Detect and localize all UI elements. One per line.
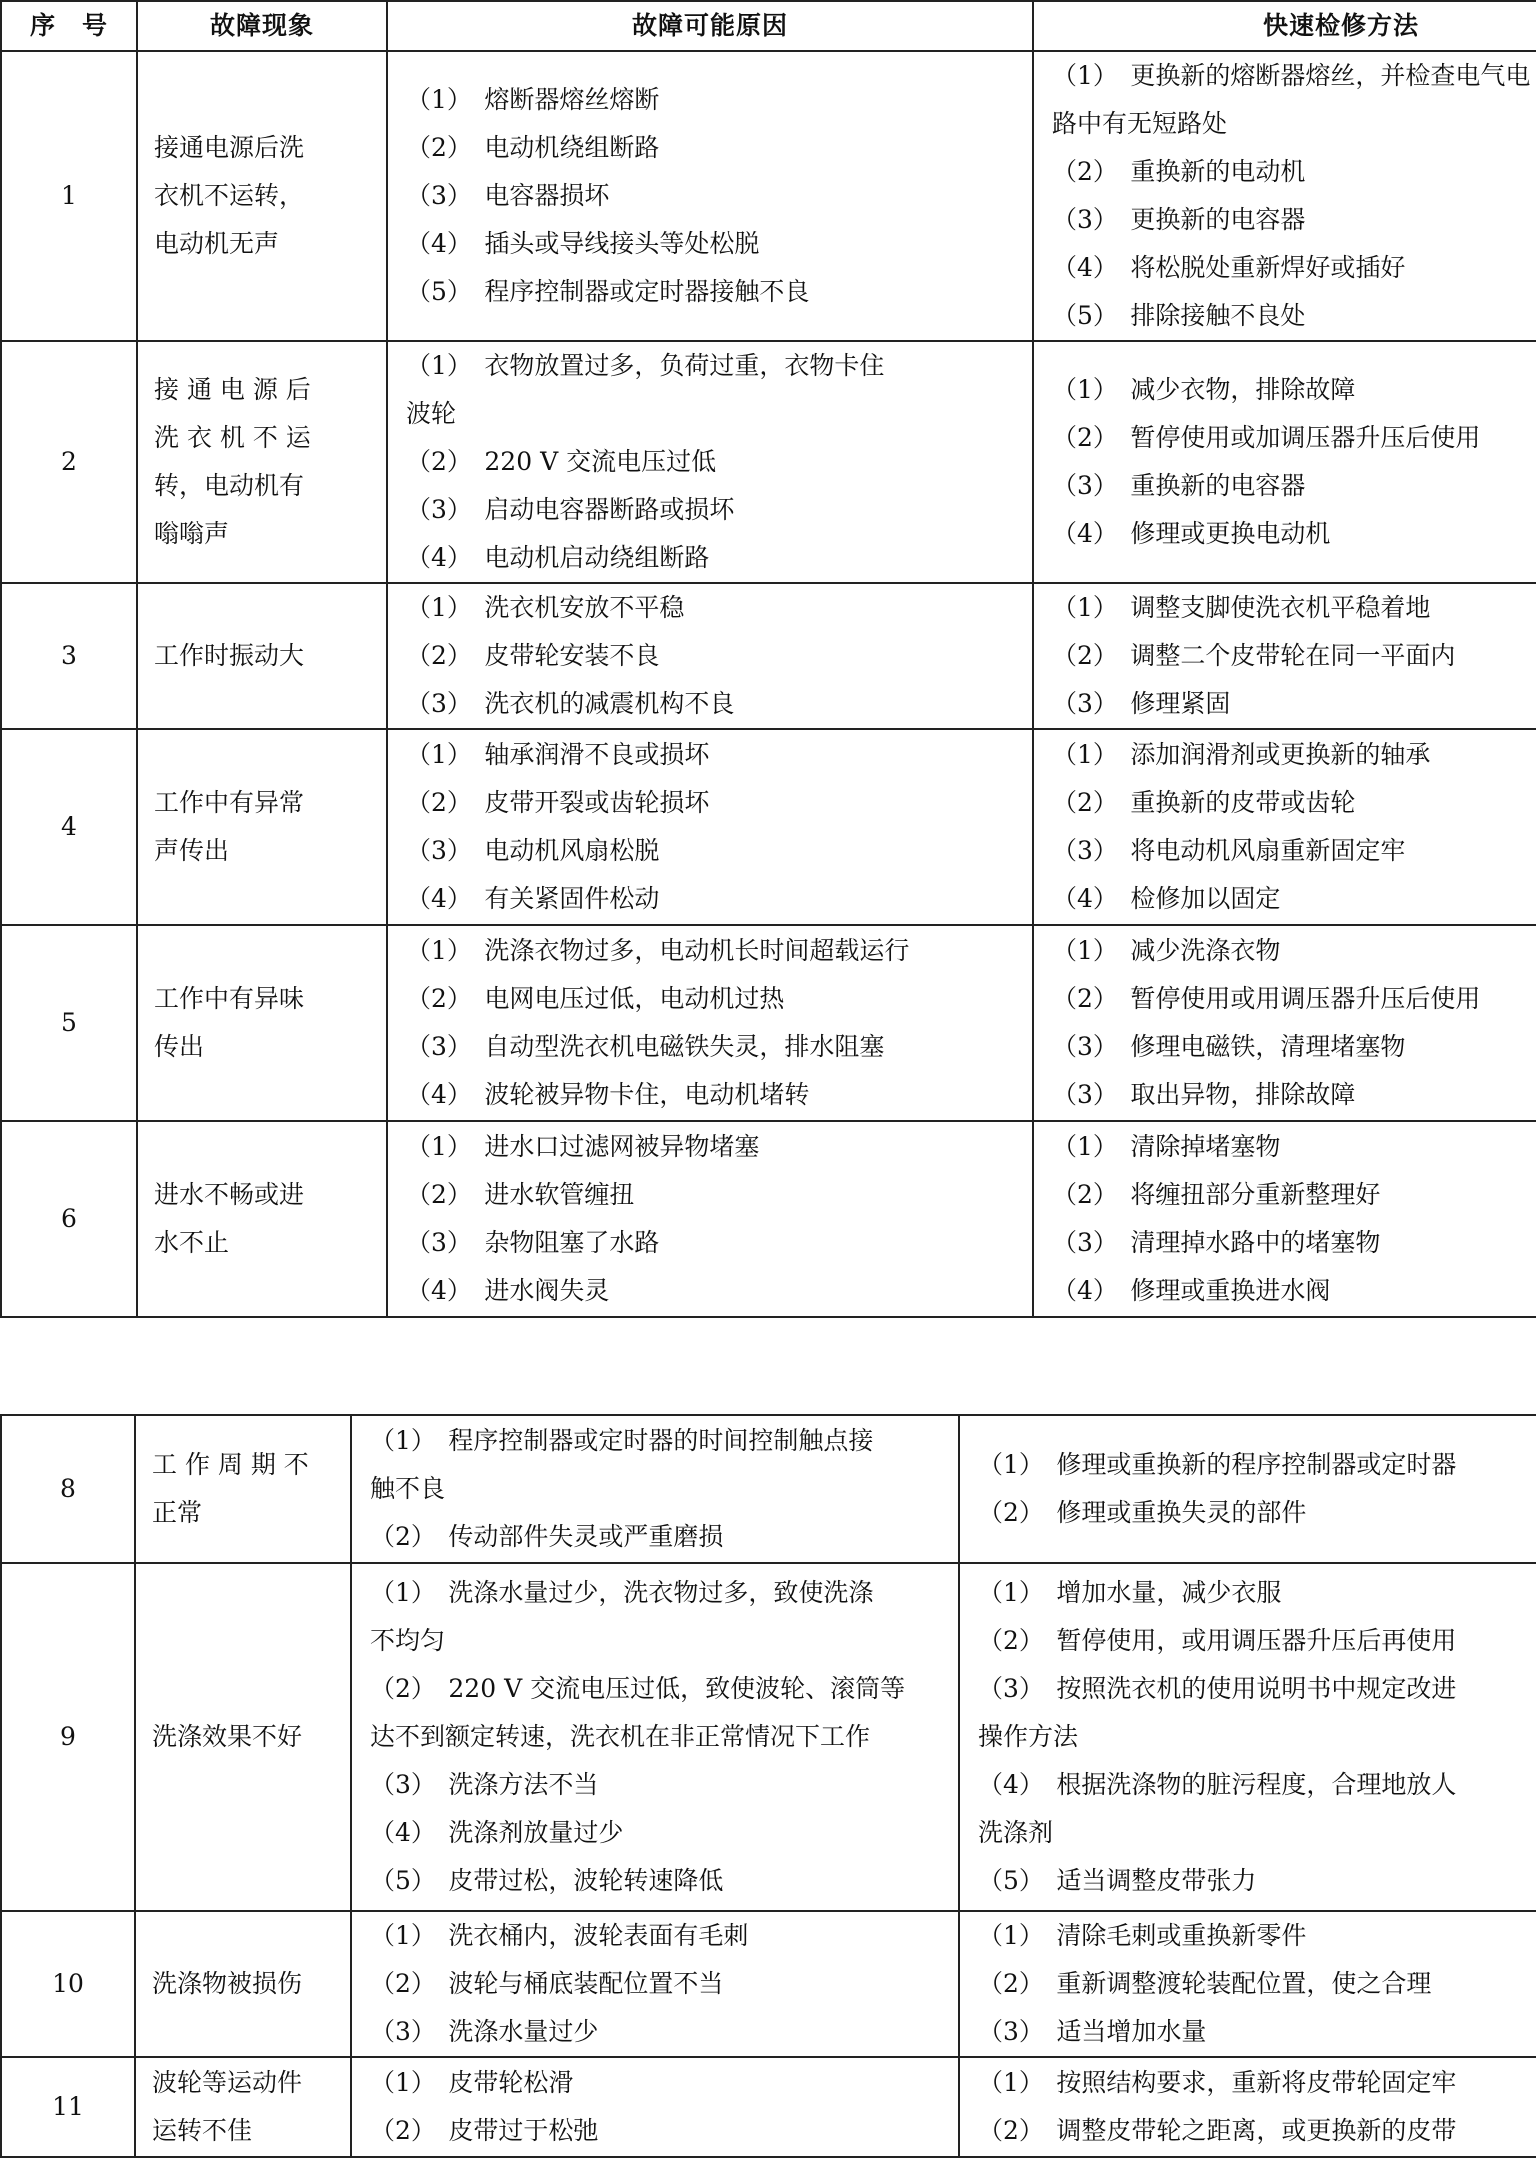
row-number: 2 (1, 341, 137, 583)
fix-line: （3） 更换新的电容器 (1052, 205, 1306, 234)
cause-line: （3） 自动型洗衣机电磁铁失灵，排水阻塞 (406, 1032, 885, 1061)
fix-line: （5） 适当调整皮带张力 (978, 1866, 1257, 1895)
fault-table-part-2 (0, 1414, 1536, 2158)
symptom-line: 电动机无声 (154, 229, 280, 258)
table-row (1, 341, 1536, 583)
row-number: 1 (1, 51, 137, 341)
fix-line: （3） 修理紧固 (1052, 689, 1231, 718)
fix-line: （1） 清除掉堵塞物 (1052, 1132, 1281, 1161)
row-number: 6 (1, 1121, 137, 1317)
row-number: 4 (1, 729, 137, 925)
fix-line: （2） 重换新的皮带或齿轮 (1052, 788, 1356, 817)
symptom-line: 波轮等运动件 (152, 2068, 303, 2097)
header-fix: 快速检修方法 (1033, 1, 1536, 51)
cause-line: （1） 洗衣桶内，波轮表面有毛刺 (370, 1921, 749, 1950)
cause-line: （1） 熔断器熔丝熔断 (406, 85, 660, 114)
causes-cell (387, 51, 1033, 341)
cause-line: （1） 洗涤衣物过多，电动机长时间超载运行 (406, 936, 910, 965)
cause-line: （3） 电容器损坏 (406, 181, 610, 210)
fix-line: （4） 根据洗涤物的脏污程度，合理地放人 (978, 1770, 1457, 1799)
fix-line: 操作方法 (978, 1722, 1079, 1751)
symptom-cell (137, 729, 387, 925)
cause-line: （1） 轴承润滑不良或损坏 (406, 740, 710, 769)
symptom-line: 进水不畅或进 (154, 1180, 305, 1209)
fix-line: （1） 添加润滑剂或更换新的轴承 (1052, 740, 1431, 769)
fix-line: （2） 修理或重换失灵的部件 (978, 1498, 1307, 1527)
symptom-cell (135, 1563, 351, 1911)
causes-cell (387, 1121, 1033, 1317)
causes-cell (387, 729, 1033, 925)
cause-line: （2） 皮带轮安装不良 (406, 641, 660, 670)
fix-line: （4） 检修加以固定 (1052, 884, 1281, 913)
row-number: 9 (1, 1563, 135, 1911)
cause-line: （4） 插头或导线接头等处松脱 (406, 229, 760, 258)
cause-line: （2） 电动机绕组断路 (406, 133, 660, 162)
fix-line: （1） 修理或重换新的程序控制器或定时器 (978, 1450, 1457, 1479)
fix-line: （2） 将缠扭部分重新整理好 (1052, 1180, 1381, 1209)
cause-line: （1） 皮带轮松滑 (370, 2068, 574, 2097)
table-row (1, 2057, 1536, 2157)
cause-line: （1） 洗涤水量过少，洗衣物过多，致使洗涤 (370, 1578, 874, 1607)
symptom-line: 工作中有异味 (154, 984, 305, 1013)
fix-line: （3） 清理掉水路中的堵塞物 (1052, 1228, 1381, 1257)
fix-line: （1） 按照结构要求，重新将皮带轮固定牢 (978, 2068, 1457, 2097)
symptom-line: 工 作 周 期 不 (152, 1450, 309, 1479)
symptom-cell (137, 583, 387, 729)
cause-line: （2） 进水软管缠扭 (406, 1180, 635, 1209)
cause-line: （4） 洗涤剂放量过少 (370, 1818, 624, 1847)
fix-line: （3） 修理电磁铁，清理堵塞物 (1052, 1032, 1406, 1061)
table-body-part-1 (1, 51, 1536, 1317)
cause-line: （2） 电网电压过低，电动机过热 (406, 984, 785, 1013)
symptom-line: 洗涤物被损伤 (152, 1969, 303, 1998)
fix-line: （1） 减少衣物，排除故障 (1052, 375, 1356, 404)
table-header-row (1, 1, 1536, 51)
symptom-line: 转，电动机有 (154, 471, 305, 500)
fix-line: （3） 适当增加水量 (978, 2017, 1207, 2046)
cause-line: （5） 程序控制器或定时器接触不良 (406, 277, 810, 306)
fixes-cell (959, 2057, 1536, 2157)
symptom-cell (137, 341, 387, 583)
cause-line: （3） 洗涤方法不当 (370, 1770, 599, 1799)
symptom-cell (137, 1121, 387, 1317)
symptom-line: 洗涤效果不好 (152, 1722, 303, 1751)
table-row (1, 51, 1536, 341)
cause-line: 不均匀 (370, 1626, 446, 1655)
symptom-line: 工作时振动大 (154, 641, 305, 670)
row-number: 5 (1, 925, 137, 1121)
symptom-line: 接通电源后洗 (154, 133, 305, 162)
fixes-cell (959, 1415, 1536, 1563)
fix-line: （2） 调整二个皮带轮在同一平面内 (1052, 641, 1456, 670)
row-number: 8 (1, 1415, 135, 1563)
fixes-cell (1033, 583, 1536, 729)
fixes-cell (959, 1911, 1536, 2057)
fixes-cell (1033, 341, 1536, 583)
symptom-line: 水不止 (154, 1228, 230, 1257)
table-row (1, 583, 1536, 729)
cause-line: （4） 波轮被异物卡住，电动机堵转 (406, 1080, 810, 1109)
cause-line: （3） 启动电容器断路或损坏 (406, 495, 735, 524)
cause-line: （1） 衣物放置过多，负荷过重，衣物卡住 (406, 351, 885, 380)
symptom-cell (137, 925, 387, 1121)
causes-cell (351, 1911, 959, 2057)
symptom-line: 衣机不运转， (154, 181, 305, 210)
fix-line: （2） 暂停使用或加调压器升压后使用 (1052, 423, 1481, 452)
causes-cell (351, 1415, 959, 1563)
fix-line: （4） 将松脱处重新焊好或插好 (1052, 253, 1406, 282)
table-row (1, 925, 1536, 1121)
fixes-cell (1033, 1121, 1536, 1317)
fix-line: （1） 增加水量，减少衣服 (978, 1578, 1282, 1607)
cause-line: 触不良 (370, 1474, 446, 1503)
fix-line: （2） 重新调整渡轮装配位置，使之合理 (978, 1969, 1432, 1998)
symptom-line: 传出 (154, 1032, 205, 1061)
fix-line: （1） 清除毛刺或重换新零件 (978, 1921, 1307, 1950)
table-row (1, 1415, 1536, 1563)
symptom-cell (135, 1911, 351, 2057)
symptom-line: 正常 (152, 1498, 203, 1527)
cause-line: （1） 进水口过滤网被异物堵塞 (406, 1132, 760, 1161)
cause-line: （4） 进水阀失灵 (406, 1276, 610, 1305)
causes-cell (387, 341, 1033, 583)
fix-line: （3） 按照洗衣机的使用说明书中规定改进 (978, 1674, 1457, 1703)
fix-line: （3） 重换新的电容器 (1052, 471, 1306, 500)
symptom-line: 洗 衣 机 不 运 (154, 423, 311, 452)
fix-line: （3） 取出异物，排除故障 (1052, 1080, 1356, 1109)
fix-line: （1） 减少洗涤衣物 (1052, 936, 1281, 965)
cause-line: （5） 皮带过松，波轮转速降低 (370, 1866, 724, 1895)
fixes-cell (1033, 925, 1536, 1121)
fix-line: （2） 暂停使用，或用调压器升压后再使用 (978, 1626, 1457, 1655)
header-symptom: 故障现象 (137, 1, 387, 51)
row-number: 11 (1, 2057, 135, 2157)
cause-line: （1） 程序控制器或定时器的时间控制触点接 (370, 1426, 874, 1455)
symptom-line: 嗡嗡声 (154, 519, 230, 548)
fix-line: （4） 修理或更换电动机 (1052, 519, 1331, 548)
fix-line: 路中有无短路处 (1052, 109, 1228, 138)
causes-cell (387, 583, 1033, 729)
cause-line: 达不到额定转速，洗衣机在非正常情况下工作 (370, 1722, 871, 1751)
fix-line: （5） 排除接触不良处 (1052, 301, 1306, 330)
causes-cell (351, 2057, 959, 2157)
symptom-cell (137, 51, 387, 341)
symptom-cell (135, 1415, 351, 1563)
cause-line: （3） 杂物阻塞了水路 (406, 1228, 660, 1257)
cause-line: （4） 电动机启动绕组断路 (406, 543, 710, 572)
row-number: 10 (1, 1911, 135, 2057)
table-row (1, 729, 1536, 925)
cause-line: （2） 皮带过于松弛 (370, 2116, 599, 2145)
cause-line: （3） 洗涤水量过少 (370, 2017, 599, 2046)
cause-line: （2） 220 V 交流电压过低，致使波轮、滚筒等 (370, 1674, 906, 1703)
causes-cell (387, 925, 1033, 1121)
fix-line: （2） 重换新的电动机 (1052, 157, 1306, 186)
cause-line: （2） 皮带开裂或齿轮损坏 (406, 788, 710, 817)
table-row (1, 1563, 1536, 1911)
fix-line: （2） 暂停使用或用调压器升压后使用 (1052, 984, 1481, 1013)
causes-cell (351, 1563, 959, 1911)
fixes-cell (1033, 729, 1536, 925)
header-cause: 故障可能原因 (387, 1, 1033, 51)
cause-line: （1） 洗衣机安放不平稳 (406, 593, 685, 622)
cause-line: （4） 有关紧固件松动 (406, 884, 660, 913)
fix-line: 洗涤剂 (978, 1818, 1054, 1847)
fixes-cell (959, 1563, 1536, 1911)
row-number: 3 (1, 583, 137, 729)
cause-line: （2） 传动部件失灵或严重磨损 (370, 1522, 724, 1551)
table-row (1, 1121, 1536, 1317)
cause-line: （3） 洗衣机的减震机构不良 (406, 689, 735, 718)
fix-line: （1） 更换新的熔断器熔丝，并检查电气电 (1052, 61, 1531, 90)
cause-line: 波轮 (406, 399, 457, 428)
fix-line: （3） 将电动机风扇重新固定牢 (1052, 836, 1406, 865)
table-body-part-2 (1, 1415, 1536, 2157)
fixes-cell (1033, 51, 1536, 341)
cause-line: （2） 波轮与桶底装配位置不当 (370, 1969, 724, 1998)
header-number: 序 号 (1, 1, 137, 51)
cause-line: （3） 电动机风扇松脱 (406, 836, 660, 865)
symptom-line: 运转不佳 (152, 2116, 253, 2145)
symptom-cell (135, 2057, 351, 2157)
symptom-line: 工作中有异常 (154, 788, 305, 817)
fix-line: （1） 调整支脚使洗衣机平稳着地 (1052, 593, 1431, 622)
fix-line: （4） 修理或重换进水阀 (1052, 1276, 1331, 1305)
cause-line: （2） 220 V 交流电压过低 (406, 447, 717, 476)
symptom-line: 声传出 (154, 836, 230, 865)
symptom-line: 接 通 电 源 后 (154, 375, 311, 404)
fix-line: （2） 调整皮带轮之距离，或更换新的皮带 (978, 2116, 1457, 2145)
table-row (1, 1911, 1536, 2057)
